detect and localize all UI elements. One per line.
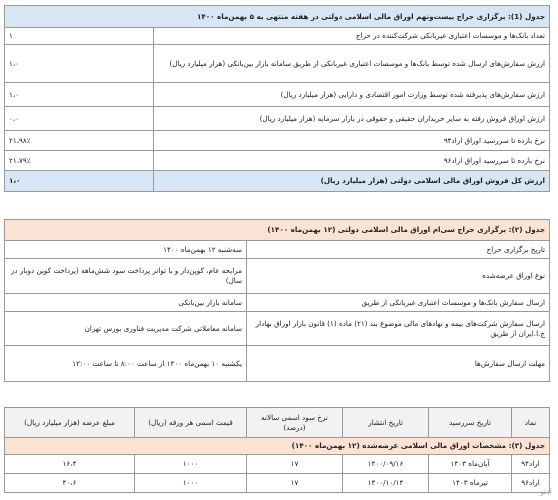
cell-symbol: اراد۹۶ [512, 474, 550, 493]
table-row [5, 131, 550, 151]
table-row [5, 241, 550, 259]
cell-symbol: اراد۹۴ [512, 455, 550, 474]
table-row [5, 83, 550, 107]
total-label: ارزش کل فروش اوراق مالی اسلامی دولتی (هزار میلیارد ریال) [154, 171, 550, 192]
row-label: تعداد بانک‌ها و موسسات اعتباری غیربانکی شرکت‌کننده در حراج [154, 28, 550, 45]
col-header-rate: نرخ سود اسمی سالانه (درصد) [247, 408, 343, 438]
cell-amount: ۱۶،۴ [5, 455, 135, 474]
row-value: سامانه بازار بین‌بانکی [5, 294, 247, 312]
row-label: ارسال سفارش بانک‌ها و موسسات اعتباری غیربانکی از طریق [247, 294, 550, 312]
col-header-price: قیمت اسمی هر ورقه (ریال) [135, 408, 247, 438]
header-row [5, 408, 550, 438]
row-value: ۲۱،۷۹٪ [5, 151, 154, 171]
total-row [5, 171, 550, 192]
row-label: ارزش اوراق فروش رفته به سایر خریداران حقیقی و حقوقی در بازار سرمایه (هزار میلیارد ریال) [154, 107, 550, 131]
row-value: ۱ [5, 28, 154, 45]
table-row [5, 259, 550, 294]
cell-price: ۱۰۰۰ [135, 474, 247, 493]
auction-summary-table [4, 5, 550, 192]
cell-maturity: آبان‌ماه ۱۴۰۳ [429, 455, 512, 474]
col-header-issue-date: تاریخ انتشار [343, 408, 429, 438]
cell-price: ۱۰۰۰ [135, 455, 247, 474]
table1-title: جدول (1): برگزاری حراج بیست‌ونهم اوراق مالی اسلامی دولتی در هفته منتهی به ۵ بهمن‌ماه ۱۴۰۰ [5, 6, 550, 28]
table-row [5, 151, 550, 171]
row-label: ارسال سفارش شرکت‌های بیمه و نهادهای مالی موضوع بند (۲۱) ماده (۱) قانون بازار اوراق بهادار ج.ا.ایران از طریق [247, 312, 550, 346]
row-value: یکشنبه ۱۰ بهمن‌ماه ۱۴۰۰ از ساعت ۸:۰۰ تا ساعت ۱۲:۰۰ [5, 346, 247, 382]
row-value: سامانه معاملاتی شرکت مدیریت فناوری بورس تهران [5, 312, 247, 346]
row-value: مرابحه عام، کوپن‌دار و با تواتر پرداخت سود شش‌ماهه (پرداخت کوپن دوبار در سال) [5, 259, 247, 294]
cell-rate: ۱۷ [247, 455, 343, 474]
row-value: ۱،۰ [5, 83, 154, 107]
table-row [5, 107, 550, 131]
table-row [5, 455, 550, 474]
row-label: ارزش سفارش‌های ارسال شده توسط بانک‌ها و موسسات اعتباری غیربانکی از طریق سامانه بازار بین‌بانکی (هزار میلیارد ریال) [154, 45, 550, 83]
cell-issue-date: ۱۴۰۰/۰۹/۱۶ [343, 455, 429, 474]
row-value: ۲۱،۹۸٪ [5, 131, 154, 151]
cell-amount: ۴۰،۶ [5, 474, 135, 493]
securities-specs-table [4, 407, 550, 493]
row-value: ۱،۰ [5, 45, 154, 83]
cell-maturity: تیرماه ۱۴۰۳ [429, 474, 512, 493]
row-label: نرخ بازده تا سررسید اوراق اراد۹۶ [154, 151, 550, 171]
cell-rate: ۱۷ [247, 474, 343, 493]
row-label: تاریخ برگزاری حراج [247, 241, 550, 259]
table-row [5, 312, 550, 346]
row-value: سه‌شنبه ۱۲ بهمن‌ماه ۱۴۰۰ [5, 241, 247, 259]
auction-details-table [4, 219, 550, 382]
table3-title: جدول (۳): مشخصات اوراق مالی اسلامی عرضه‌شده (۱۲ بهمن‌ماه ۱۴۰۰) [5, 438, 550, 455]
table2-title: جدول (۲): برگزاری حراج سی‌ام اوراق مالی اسلامی دولتی (۱۲ بهمن‌ماه ۱۴۰۰) [5, 220, 550, 241]
total-value: ۱،۰ [5, 171, 154, 192]
table-row [5, 346, 550, 382]
cell-issue-date: ۱۴۰۰/۱۰/۱۴ [343, 474, 429, 493]
table-row [5, 45, 550, 83]
table-row [5, 474, 550, 493]
row-label: نرخ بازده تا سررسید اوراق اراد۹۴ [154, 131, 550, 151]
row-label: مهلت ارسال سفارش‌ها [247, 346, 550, 382]
table-row [5, 294, 550, 312]
table-row [5, 28, 550, 45]
row-label: نوع اوراق عرضه‌شده [247, 259, 550, 294]
watermark: ادتو [539, 487, 552, 497]
col-header-symbol: نماد [512, 408, 550, 438]
col-header-maturity: تاریخ سررسید [429, 408, 512, 438]
row-label: ارزش سفارش‌های پذیرفته شده توسط وزارت امور اقتصادی و دارایی (هزار میلیارد ریال) [154, 83, 550, 107]
row-value: ۰،۰ [5, 107, 154, 131]
col-header-amount: مبلغ عرضه (هزار میلیارد ریال) [5, 408, 135, 438]
